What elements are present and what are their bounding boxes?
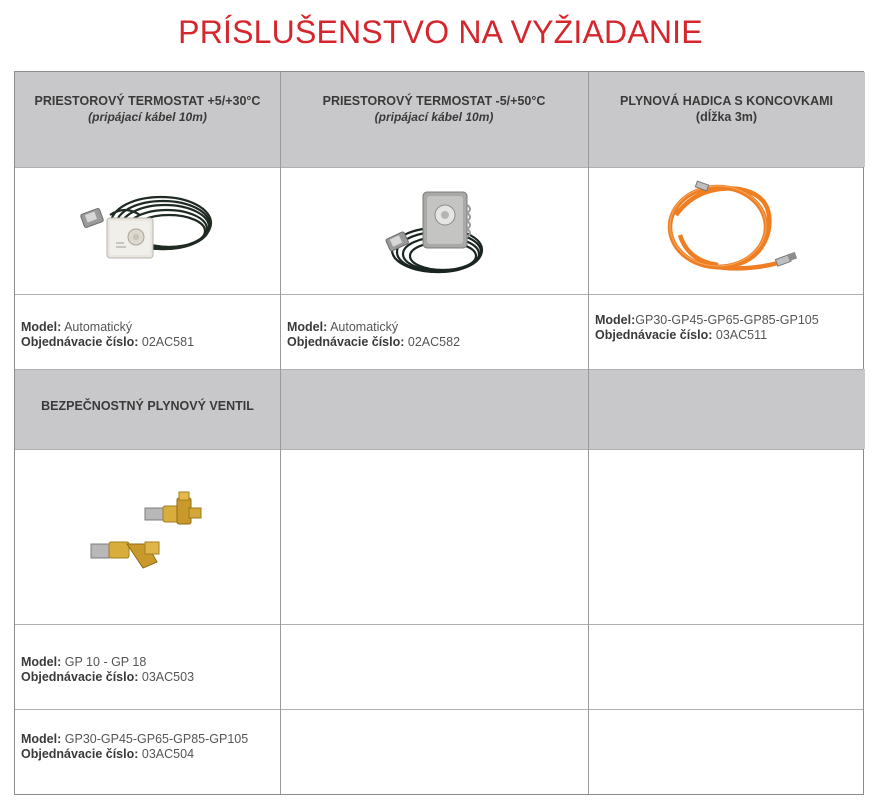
- product-3-order-label: Objednávacie číslo:: [595, 328, 713, 342]
- product-4-variant-1-info: [21, 655, 194, 685]
- product-4-variant-1-model-value: GP 10 - GP 18: [61, 655, 147, 669]
- product-2-model-value: Automatický: [327, 320, 399, 334]
- product-3-model-value: GP30-GP45-GP65-GP85-GP105: [635, 313, 819, 327]
- page-title: PRÍSLUŠENSTVO NA VYŽIADANIE: [178, 14, 703, 50]
- product-4-header: [15, 398, 280, 414]
- product-4-variant-1-order-value: 03AC503: [138, 670, 195, 684]
- room-thermostat-image: [70, 185, 220, 275]
- product-4-variant-2-model-label: Model:: [21, 732, 62, 746]
- product-3-subtitle: (dĺžka 3m): [695, 110, 758, 124]
- product-1-name: PRIESTOROVÝ TERMOSTAT +5/+30°C: [34, 94, 261, 108]
- product-3-header: [588, 93, 865, 125]
- product-1-model-label: Model:: [21, 320, 62, 334]
- product-1-subtitle: (pripájací kábel 10m): [88, 110, 207, 124]
- product-4-variant-2-order-value: 03AC504: [138, 747, 195, 761]
- product-2-header: [280, 93, 588, 125]
- product-4-variant-2-model-value: GP30-GP45-GP65-GP85-GP105: [61, 732, 249, 746]
- product-3-order-value: 03AC511: [712, 328, 768, 342]
- product-2-model-label: Model:: [287, 320, 328, 334]
- product-1-info: [21, 320, 194, 350]
- product-4-variant-1-order-label: Objednávacie číslo:: [21, 670, 139, 684]
- product-1-model-value: Automatický: [61, 320, 133, 334]
- product-4-variant-1-model-label: Model:: [21, 655, 62, 669]
- product-1-order-label: Objednávacie číslo:: [21, 335, 139, 349]
- product-3-model-label: Model:: [595, 313, 636, 327]
- product-2-info: [287, 320, 460, 350]
- product-2-order-value: 02AC582: [404, 335, 461, 349]
- industrial-thermostat-image: [371, 187, 501, 282]
- product-4-name: BEZPEČNOSTNÝ PLYNOVÝ VENTIL: [41, 399, 254, 413]
- product-3-name: PLYNOVÁ HADICA S KONCOVKAMI: [620, 94, 833, 108]
- gas-safety-valves-image: [85, 482, 225, 582]
- accessories-table: [14, 71, 864, 795]
- product-2-order-label: Objednávacie číslo:: [287, 335, 405, 349]
- orange-gas-hose-image: [658, 175, 803, 287]
- product-4-variant-2-order-label: Objednávacie číslo:: [21, 747, 139, 761]
- product-2-name: PRIESTOROVÝ TERMOSTAT -5/+50°C: [322, 94, 546, 108]
- product-4-variant-2-info: [21, 732, 248, 762]
- product-1-header: [15, 93, 280, 125]
- product-2-subtitle: (pripájací kábel 10m): [374, 110, 494, 124]
- product-1-order-value: 02AC581: [138, 335, 195, 349]
- product-3-info: [595, 313, 819, 343]
